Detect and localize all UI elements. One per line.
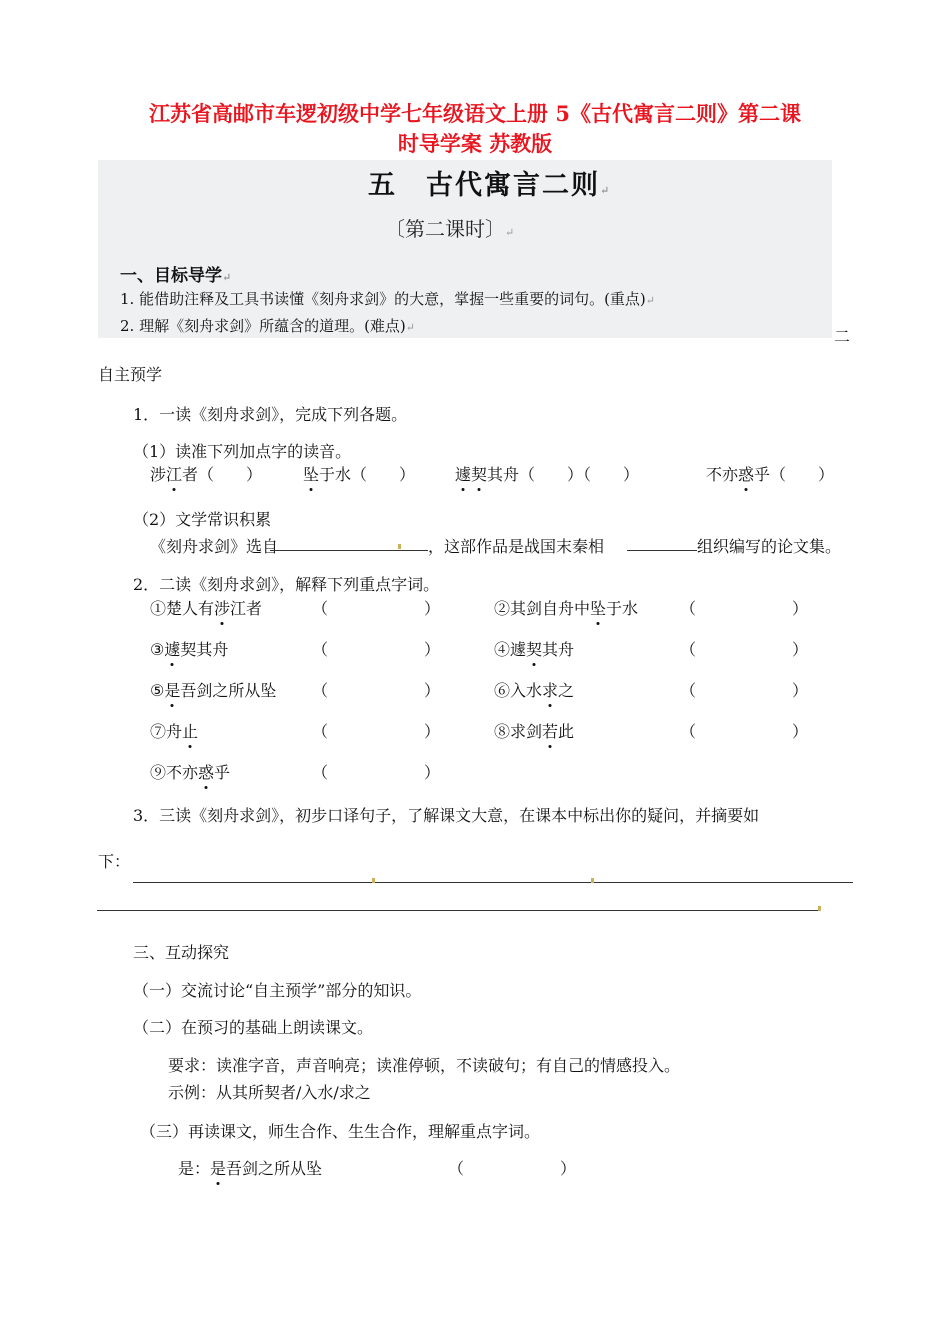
- word-item: ⑦舟止: [150, 719, 198, 742]
- word-item: ⑧求剑若此: [494, 719, 574, 742]
- lesson-heading: 五 古代寓言二则↵: [368, 170, 612, 201]
- blank-line[interactable]: [627, 550, 697, 551]
- word-item: ①楚人有涉江者: [150, 596, 262, 619]
- answer-line[interactable]: [97, 910, 819, 911]
- word-item-shi: 是：是吾剑之所从坠: [178, 1156, 322, 1179]
- question-1: 1．一读《刻舟求剑》，完成下列各题。: [133, 405, 408, 424]
- section-title-interactive: 三、互动探究: [133, 943, 230, 962]
- word-item: ③遽契其舟: [150, 637, 228, 660]
- blank-line[interactable]: [270, 550, 428, 551]
- word-paren: （ ）: [448, 1159, 577, 1178]
- activity-1: （一）交流讨论“自主预学”部分的知识。: [133, 981, 422, 1000]
- question-1-1: （1）读准下列加点字的读音。: [133, 442, 352, 461]
- literature-fill-b: ，这部作品是战国末秦相: [428, 537, 605, 556]
- word-paren: （ ）: [312, 599, 441, 618]
- word-item: ⑨不亦惑乎: [150, 760, 230, 783]
- question-1-2: （2）文学常识积累: [133, 510, 272, 529]
- word-item: ⑤是吾剑之所从坠: [150, 678, 276, 701]
- word-paren: （ ）: [312, 640, 441, 659]
- word-item: ⑥入水求之: [494, 678, 574, 701]
- activity-3: （三）再读课文，师生合作、生生合作，理解重点字词。: [140, 1122, 541, 1141]
- pronunciation-item: 遽契其舟（ ）（ ）: [455, 462, 639, 485]
- word-paren: （ ）: [680, 681, 809, 700]
- document-title-line2: 时导学案 苏教版: [397, 131, 553, 156]
- edit-mark: [818, 906, 821, 911]
- pronunciation-item: 涉江者（ ）: [150, 462, 262, 485]
- question-3-tail: 下：: [98, 852, 131, 871]
- pronunciation-item: 不亦惑乎（ ）: [706, 462, 834, 485]
- word-paren: （ ）: [312, 722, 441, 741]
- edit-mark: [591, 878, 594, 883]
- reading-example: 示例：从其所契者/入水/求之: [168, 1083, 371, 1102]
- goal-section-title: 一、目标导学↵: [120, 266, 232, 286]
- word-item: ④遽契其舟: [494, 637, 574, 660]
- literature-fill-c: 组织编写的论文集。: [697, 537, 842, 556]
- pronunciation-item: 坠于水（ ）: [303, 462, 415, 485]
- reading-requirement: 要求：读准字音，声音响亮；读准停顿，不读破句；有自己的情感投入。: [168, 1056, 681, 1075]
- question-3: 3．三读《刻舟求剑》，初步口译句子，了解课文大意，在课本中标出你的疑问，并摘要如: [133, 806, 760, 825]
- word-paren: （ ）: [312, 763, 441, 782]
- edit-mark: [398, 544, 401, 549]
- word-paren: （ ）: [312, 681, 441, 700]
- section-number-tail: 二: [834, 327, 851, 346]
- activity-2: （二）在预习的基础上朗读课文。: [133, 1018, 374, 1037]
- lesson-period: 〔第二课时〕↵: [385, 217, 515, 241]
- word-paren: （ ）: [680, 640, 809, 659]
- edit-mark: [372, 878, 375, 883]
- goal-item-2: 2. 理解《刻舟求剑》所蕴含的道理。(难点)↵: [120, 317, 416, 335]
- word-paren: （ ）: [680, 722, 809, 741]
- literature-fill-a: 《刻舟求剑》选自: [150, 537, 279, 556]
- section-title-preview: 自主预学: [98, 365, 163, 384]
- word-item: ②其剑自舟中坠于水: [494, 596, 638, 619]
- answer-line[interactable]: [133, 882, 853, 883]
- word-paren: （ ）: [680, 599, 809, 618]
- question-2: 2．二读《刻舟求剑》，解释下列重点字词。: [133, 575, 440, 594]
- document-title-line1: 江苏省高邮市车逻初级中学七年级语文上册 5《古代寓言二则》第二课: [149, 101, 801, 126]
- goal-item-1: 1. 能借助注释及工具书读懂《刻舟求剑》的大意，掌握一些重要的词句。(重点)↵: [120, 290, 656, 308]
